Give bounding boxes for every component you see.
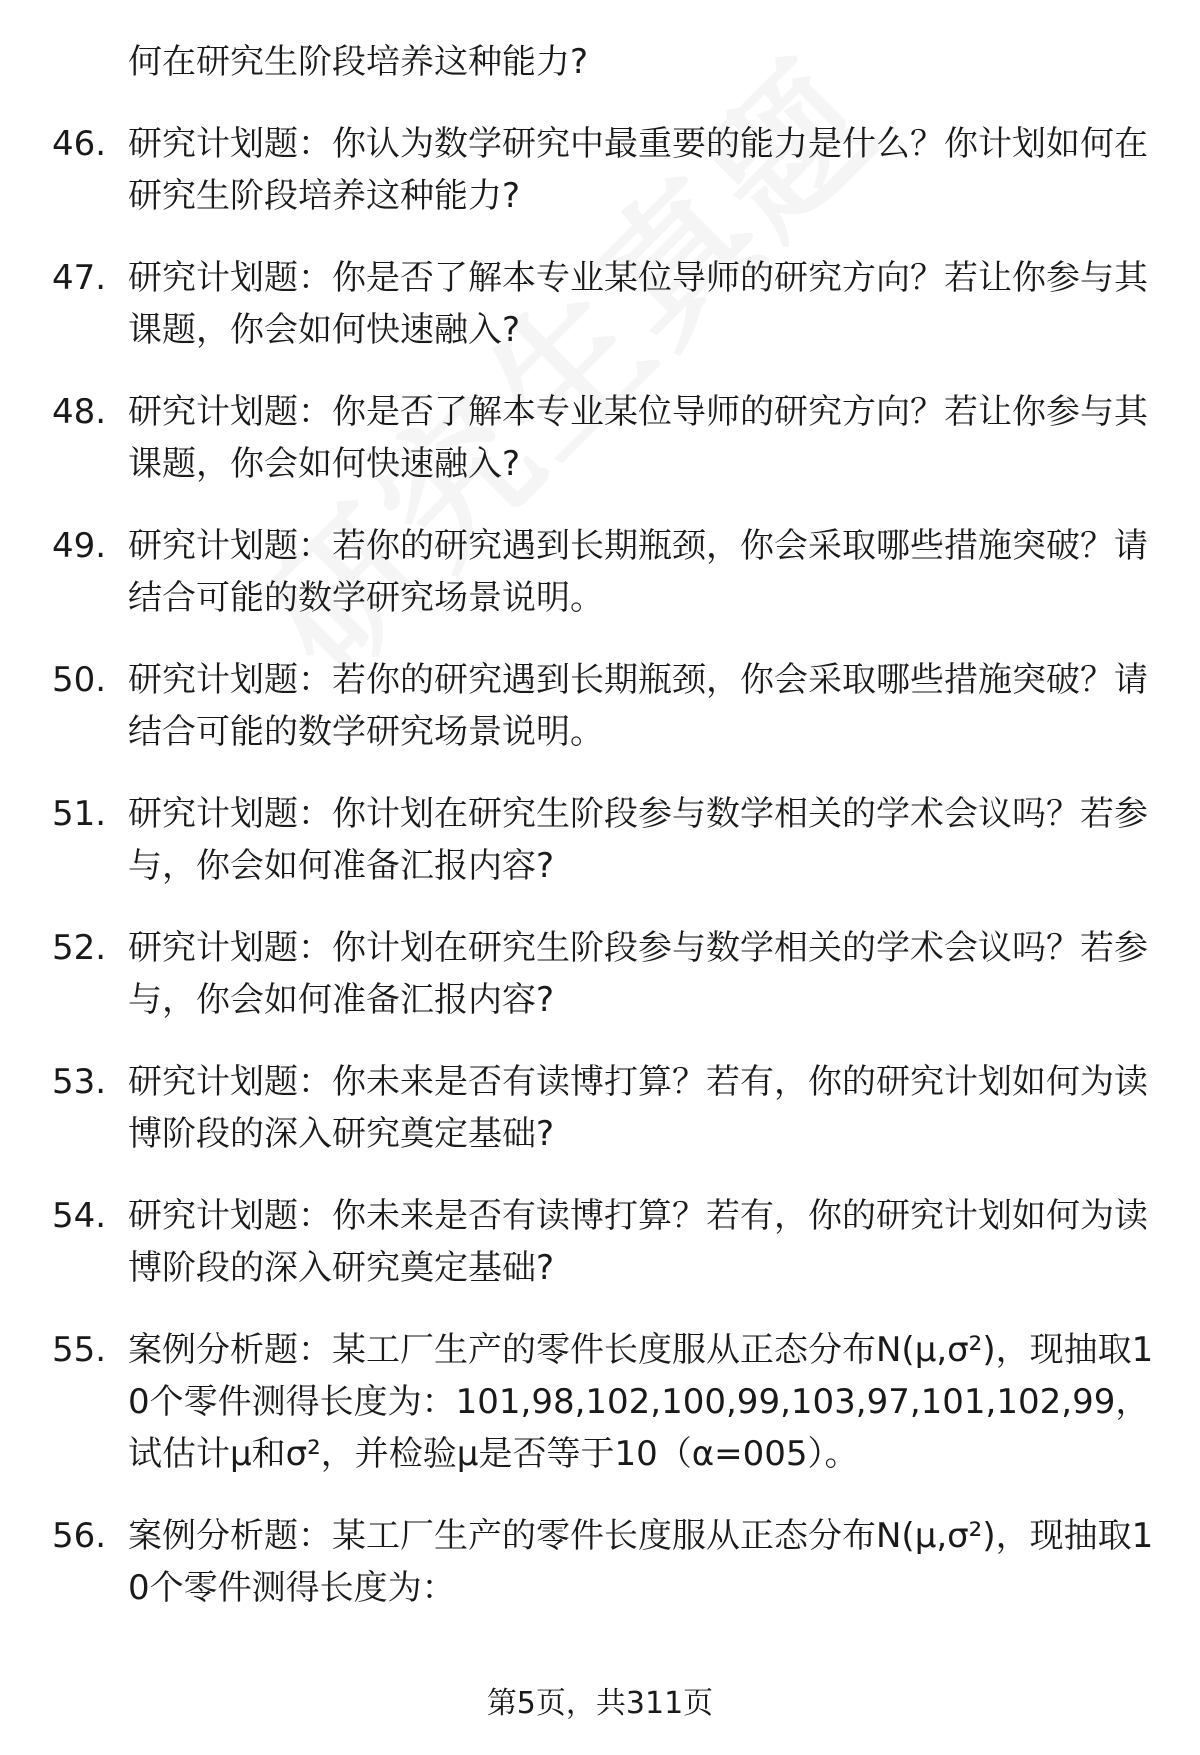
question-text: 研究计划题：你未来是否有读博打算？若有，你的研究计划如何为读博阶段的深入研究奠定基础? (128, 1196, 1148, 1288)
question-item (0, 1324, 1200, 1480)
question-text: 研究计划题：若你的研究遇到长期瓶颈，你会采取哪些措施突破？请结合可能的数学研究场景说明。 (128, 660, 1148, 752)
question-text: 研究计划题：你未来是否有读博打算？若有，你的研究计划如何为读博阶段的深入研究奠定基础? (128, 1062, 1148, 1154)
question-text: 案例分析题：某工厂生产的零件长度服从正态分布N(μ,σ²)，现抽取10个零件测得长度为：101,98,102,100,99,103,97,101,102,99，试估计μ和σ²，并检验μ是否等于10（α=005）。 (128, 1330, 1154, 1474)
question-item (0, 922, 1200, 1026)
question-number: 55. (52, 1330, 107, 1370)
question-number: 53. (52, 1062, 107, 1102)
question-text: 研究计划题：你计划在研究生阶段参与数学相关的学术会议吗？若参与，你会如何准备汇报内容? (128, 928, 1148, 1020)
page-number-footer: 第5页，共311页 (486, 1686, 714, 1721)
question-item (0, 1510, 1200, 1614)
question-item (0, 520, 1200, 624)
question-item (0, 118, 1200, 222)
question-text: 研究计划题：你是否了解本专业某位导师的研究方向？若让你参与其课题，你会如何快速融入? (128, 392, 1148, 484)
question-item (0, 252, 1200, 356)
question-text: 研究计划题：你认为数学研究中最重要的能力是什么？你计划如何在研究生阶段培养这种能力? (128, 124, 1148, 216)
question-number: 48. (52, 392, 107, 432)
question-text: 研究计划题：你计划在研究生阶段参与数学相关的学术会议吗？若参与，你会如何准备汇报内容? (128, 794, 1148, 886)
question-item (0, 654, 1200, 758)
question-text: 研究计划题：若你的研究遇到长期瓶颈，你会采取哪些措施突破？请结合可能的数学研究场景说明。 (128, 526, 1148, 618)
question-number: 46. (52, 124, 107, 164)
question-number: 49. (52, 526, 107, 566)
question-number: 47. (52, 258, 107, 298)
continuation-text: 何在研究生阶段培养这种能力? (128, 42, 589, 82)
question-number: 54. (52, 1196, 107, 1236)
question-number: 51. (52, 794, 107, 834)
question-number: 56. (52, 1516, 107, 1556)
question-item (0, 1190, 1200, 1294)
question-item (0, 386, 1200, 490)
question-item (0, 788, 1200, 892)
question-number: 52. (52, 928, 107, 968)
question-text: 研究计划题：你是否了解本专业某位导师的研究方向？若让你参与其课题，你会如何快速融入? (128, 258, 1148, 350)
question-text: 案例分析题：某工厂生产的零件长度服从正态分布N(μ,σ²)，现抽取10个零件测得长度为： (128, 1516, 1154, 1608)
question-list (0, 36, 1200, 1644)
question-item (0, 1056, 1200, 1160)
question-number: 50. (52, 660, 107, 700)
